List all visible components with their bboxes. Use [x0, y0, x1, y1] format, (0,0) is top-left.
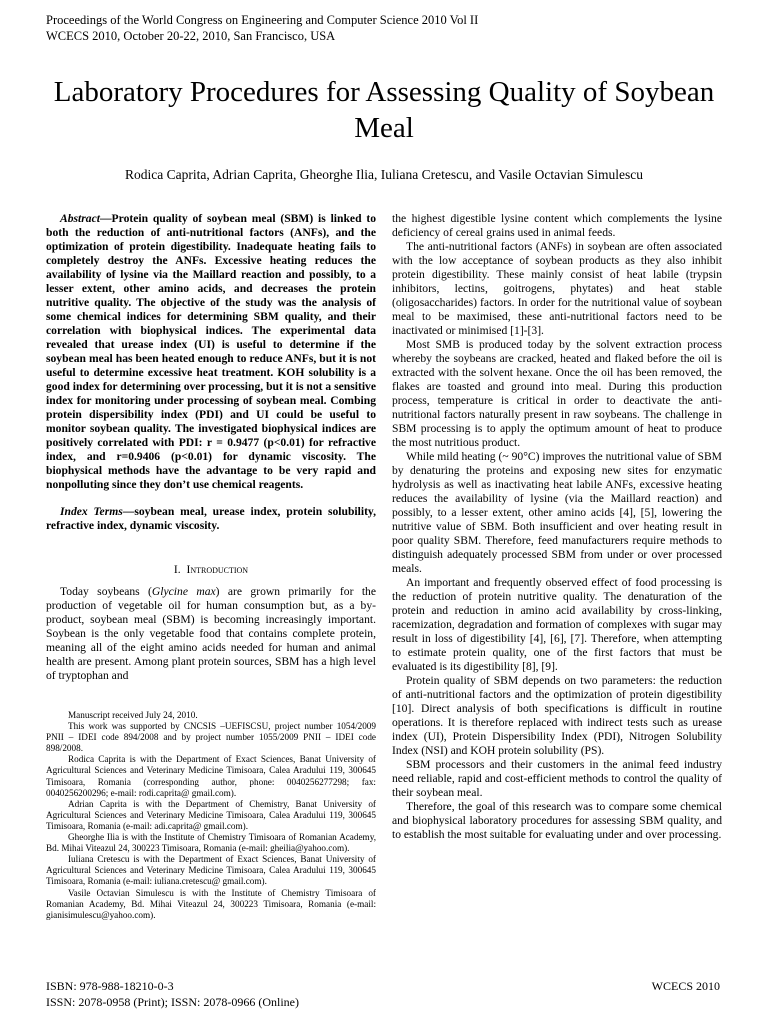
abstract-label: Abstract: [60, 212, 100, 225]
body-paragraph: the highest digestible lysine content which complements the lysine deficiency of cereal grains used in animal feeds.: [392, 212, 722, 239]
intro-paragraph: [46, 585, 376, 683]
index-terms-text: —soybean meal, urease index, protein solubility, refractive index, dynamic viscosity.: [46, 505, 376, 532]
index-terms-label: Index Terms: [60, 505, 123, 518]
footnote: This work was supported by CNCSIS –UEFISCSU, project number 1054/2009 PNII – IDEI code 894/2008 and by project number 1055/2009 PNII – IDEI code 898/2008.: [46, 721, 376, 754]
body-paragraph: An important and frequently observed effect of food processing is the reduction of protein nutritive quality. The denaturation of the protein and reduction in amino acid availability by cross-linking, racemization, degradation and formation of complexes with sugar may result in loss of digestibility [4], [6], [7]. Therefore, when attempting to estimate protein quality, one of the first factors that must be evaluated is its digestibility [8], [9].: [392, 576, 722, 673]
page-footer: [46, 979, 299, 1010]
running-header: [46, 12, 478, 44]
footnote: Adrian Caprita is with the Department of Chemistry, Banat University of Agricultural Sciences and Veterinary Medicine Timisoara, Calea Aradului 119, 300645 Timisoara, Romania (e-mail: adi.caprita@ gmail.com).: [46, 798, 376, 831]
section-title: Introduction: [186, 563, 249, 576]
footnote: Iuliana Cretescu is with the Department of Exact Sciences, Banat University of Agricultural Sciences and Veterinary Medicine Timisoara, Calea Aradului 119, 300645 Timisoara, Romania (e-mail: iuliana.cretescu@ gmail.com).: [46, 854, 376, 887]
footer-issn: ISSN: 2078-0958 (Print); ISSN: 2078-0966 (Online): [46, 994, 299, 1009]
footnotes: [46, 710, 376, 921]
index-terms: [46, 505, 376, 533]
body-paragraph: SBM processors and their customers in the animal feed industry need reliable, rapid and cost-efficient methods to control the quality of their soybean meal.: [392, 758, 722, 799]
header-proceedings: Proceedings of the World Congress on Engineering and Computer Science 2010 Vol II: [46, 13, 479, 27]
footnote: Gheorghe Ilia is with the Institute of Chemistry Timisoara of Romanian Academy, Bd. Mihai Viteazul 24, 300223 Timisoara, Romania (e-mail: gheilia@yahoo.com).: [46, 832, 376, 854]
body-paragraph: While mild heating (~ 90°C) improves the nutritional value of SBM by denaturing the proteins and exposing new sites for enzymatic hydrolysis as well as inactivating heat labile ANFs, excessive heating reduces the availability of lysine (via the Maillard reaction) and possibly, to a lesser extent, other amino acids [4], [5], lowering the nutritive value of SBM. Both insufficient and over heating result in poor quality SBM. Therefore, feed manufacturers require methods to distinguish adequately processed SBM from under or over processed meals.: [392, 450, 722, 575]
body-paragraph: Protein quality of SBM depends on two parameters: the reduction of anti-nutritional factors and the optimization of protein digestibility [10]. Direct analysis of both specifications is difficult in routine operations. It is therefore replaced with indirect tests such as urease index (UI), Protein Dispersibility Index (PDI), Nitrogen Solubility Index (NSI) and KOH protein solubility (PS).: [392, 674, 722, 757]
intro-text-post: ) are grown primarily for the production of vegetable oil for human consumption but, as a by-product, soybean meal (SBM) is becoming increasingly important. Soybean is the only vegetable food that contains complete protein, meaning all of the eight amino acids needed for human and animal health are present. Among plant protein sources, SBM has a high level of tryptophan and: [46, 585, 376, 682]
intro-text-italic: Glycine max: [151, 585, 216, 598]
paper-title: Laboratory Procedures for Assessing Quality of Soybean Meal: [53, 76, 715, 144]
section-number: I.: [173, 563, 181, 576]
footer-isbn: ISBN: 978-988-18210-0-3: [46, 979, 174, 993]
right-column: [392, 212, 722, 842]
abstract: [46, 212, 376, 492]
body-paragraph: Most SMB is produced today by the solvent extraction process whereby the soybeans are cracked, heated and flaked before the oil is extracted with the solvent hexane. Once the oil has been removed, the flakes are toasted and ground into meal. During this production process, temperature is critical in order to deactivate the anti-nutritional factors naturally present in raw soybeans. The challenge in SBM processing is to apply the optimum amount of heat to produce the most nutritious product.: [392, 338, 722, 449]
footnote: Rodica Caprita is with the Department of Exact Sciences, Banat University of Agricultural Sciences and Veterinary Medicine Timisoara, Calea Aradului 119, 300645 Timisoara, Romania (corresponding author, phone: 0040256277298; fax: 0040256200296; e-mail: rodi.caprita@ gmail.com).: [46, 754, 376, 798]
section-heading-introduction: [46, 563, 376, 577]
header-conference: WCECS 2010, October 20-22, 2010, San Francisco, USA: [46, 29, 336, 43]
footnote: Vasile Octavian Simulescu is with the Institute of Chemistry Timisoara of Romanian Academy, Bd. Mihai Viteazul 24, 300223 Timisoara, Romania (e-mail: gianisimulescu@yahoo.com).: [46, 887, 376, 920]
intro-text-pre: Today soybeans (: [60, 585, 152, 598]
footnote: Manuscript received July 24, 2010.: [68, 710, 198, 720]
footer-conference: WCECS 2010: [651, 979, 720, 993]
body-paragraph: The anti-nutritional factors (ANFs) in soybean are often associated with the low acceptance of soybean products as they also inhibit protein digestibility. These mainly consist of heat labile (trypsin inhibitors, lectins, goitrogens, phytates) and heat stable (oligosaccharides) factors. In order for the nutritional value of soybean meal to be maximised, these anti-nutritional factors need to be inactivated or minimised [1]-[3].: [392, 240, 722, 337]
author-list: Rodica Caprita, Adrian Caprita, Gheorghe Ilia, Iuliana Cretescu, and Vasile Octavian Simulescu: [125, 167, 643, 182]
body-paragraph: Therefore, the goal of this research was to compare some chemical and biophysical laboratory procedures for assessing SBM quality, and to establish the most suitable for evaluating under and over processing.: [392, 800, 722, 841]
abstract-text: —Protein quality of soybean meal (SBM) is linked to both the reduction of anti-nutritional factors (ANFs), and the optimization of protein digestibility. Inadequate heating fails to completely destroy the ANFs. Excessive heating reduces the availability of lysine via the Maillard reaction and possibly, to a lesser extent, other amino acids, and decreases the protein nutritive quality. The objective of the study was the analysis of some chemical indices for determining SBM quality, and their correlation with biophysical indices. The experimental data revealed that urease index (UI) is useful to determine if the soybean meal has been heated enough to reduce ANFs, but it is not useful to determine excessive heat treatment. KOH solubility is a good index for determining over processing, but it is not a sensitive index for monitoring under processing of soybean meal. Combing protein dispersibility index (PDI) and UI could be useful to monitor soybean quality. The investigated biophysical indices are positively correlated with PDI: r = 0.9477 (p<0.01) for refractive index, and r=0.9406 (p<0.01) for dynamic viscosity. The biophysical methods have the advantage to be very rapid and nonpolluting since they don’t use chemical reagents.: [46, 212, 376, 491]
left-column: [46, 212, 376, 683]
